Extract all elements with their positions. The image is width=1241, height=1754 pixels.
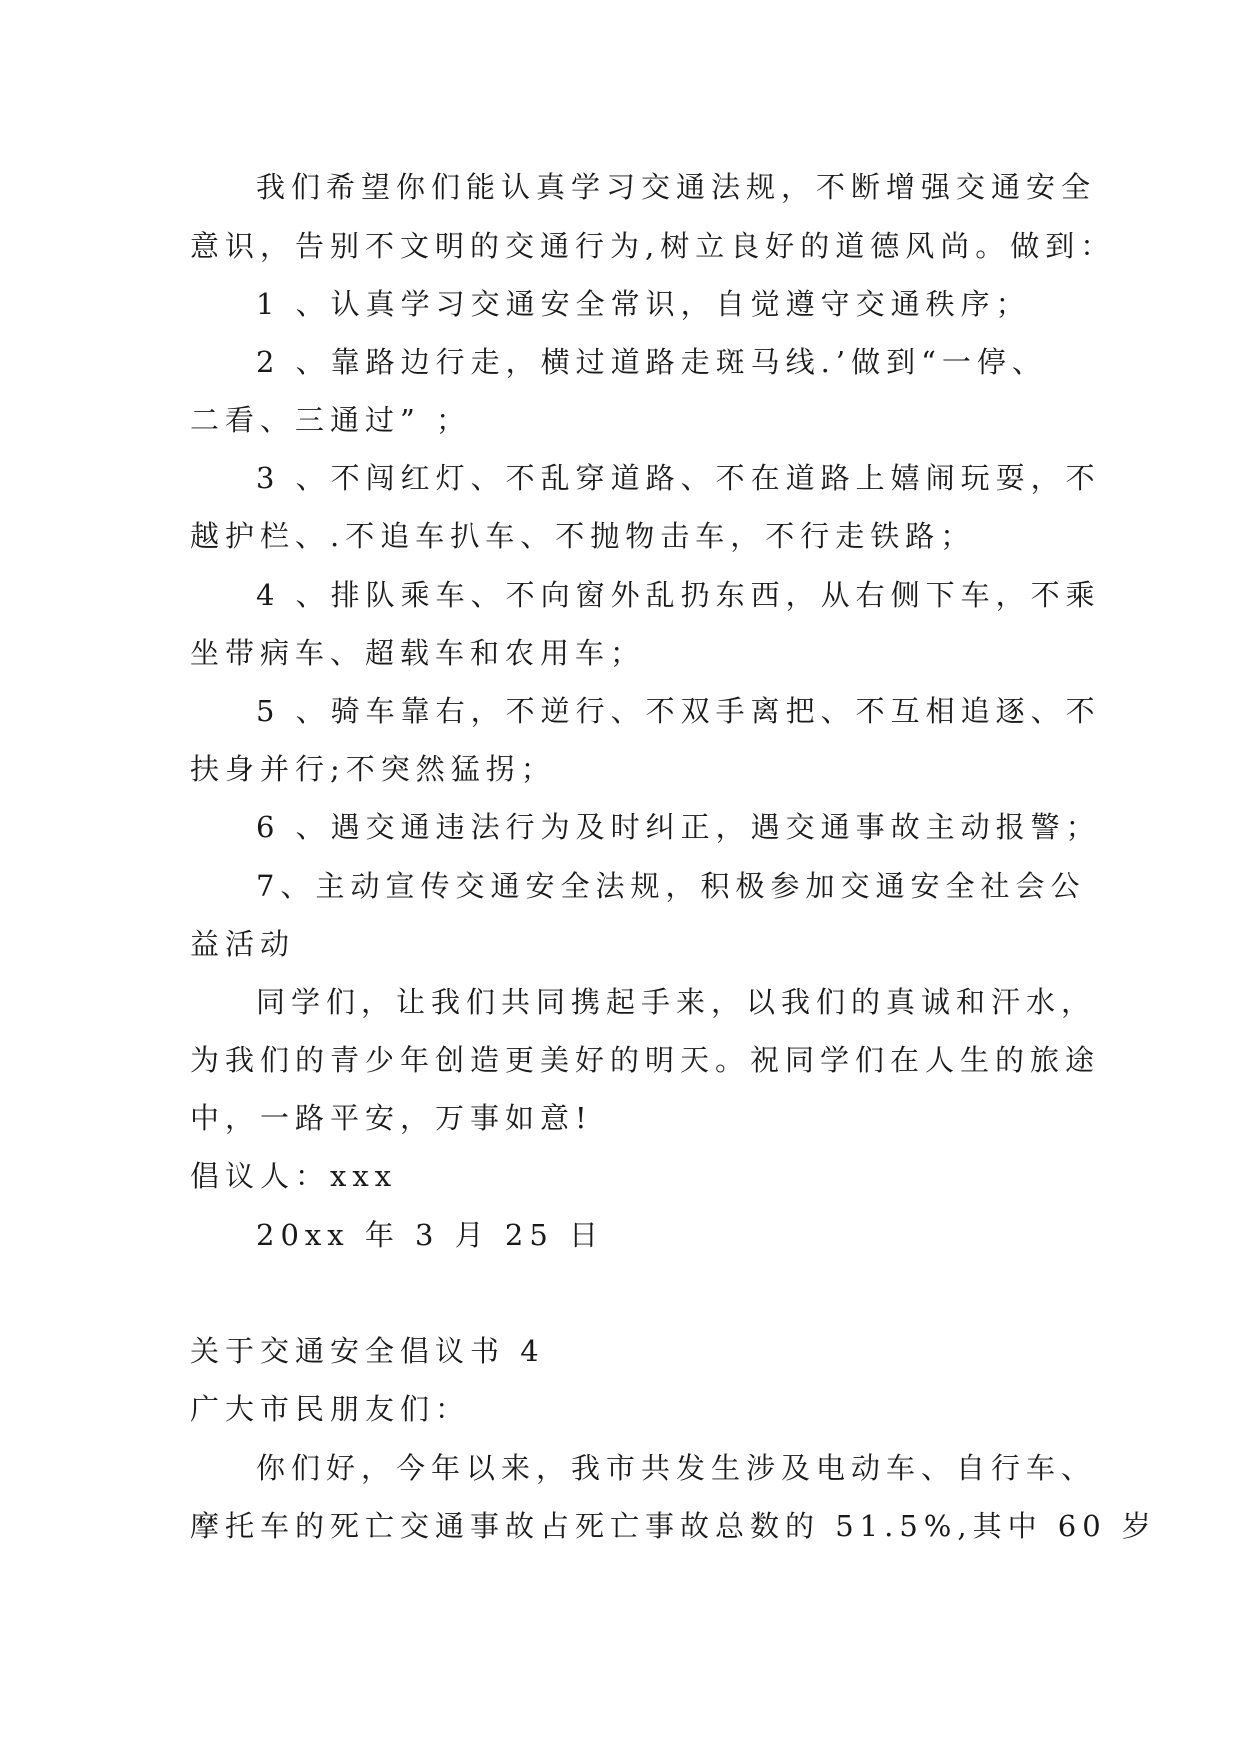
paragraph-line: 中，一路平安，万事如意! [190, 1101, 593, 1135]
list-item-2-continued: 二看、三通过” ； [190, 403, 472, 437]
list-item-1: 1 、认真学习交通安全常识，自觉遵守交通秩序； [256, 287, 1031, 321]
paragraph-line: 意识，告别不文明的交通行为,树立良好的道德风尚。做到： [190, 229, 1116, 263]
paragraph-line: 摩托车的死亡交通事故占死亡事故总数的 51.5%,其中 60 岁 [190, 1509, 1157, 1543]
list-item-2: 2 、靠路边行走，横过道路走斑马线.’做到“一停、 [256, 345, 1047, 379]
date-line: 20xx 年 3 月 25 日 [256, 1218, 605, 1252]
list-item-5-continued: 扶身并行;不突然猛拐； [190, 752, 556, 786]
paragraph-line: 你们好，今年以来，我市共发生涉及电动车、自行车、 [256, 1451, 1097, 1485]
paragraph-line: 同学们，让我们共同携起手来，以我们的真诚和汗水， [256, 985, 1097, 1019]
initiator-line: 倡议人：xxx [190, 1159, 398, 1193]
salutation: 广大市民朋友们： [190, 1392, 471, 1426]
paragraph-line: 我们希望你们能认真学习交通法规，不断增强交通安全 [256, 170, 1097, 204]
list-item-4: 4 、排队乘车、不向窗外乱扔东西，从右侧下车，不乘 [256, 578, 1101, 612]
paragraph-line: 为我们的青少年创造更美好的明天。祝同学们在人生的旅途 [190, 1043, 1101, 1077]
list-item-3-continued: 越护栏、.不追车扒车、不抛物击车，不行走铁路； [190, 519, 976, 553]
list-item-7-continued: 益活动 [190, 927, 296, 961]
list-item-4-continued: 坐带病车、超载车和农用车； [190, 636, 646, 670]
list-item-5: 5 、骑车靠右，不逆行、不双手离把、不互相追逐、不 [256, 694, 1101, 728]
section-title: 关于交通安全倡议书 4 [190, 1334, 545, 1368]
list-item-7: 7、主动宣传交通安全法规，积极参加交通安全社会公 [256, 869, 1086, 903]
list-item-3: 3 、不闯红灯、不乱穿道路、不在道路上嬉闹玩耍，不 [256, 461, 1101, 495]
list-item-6: 6 、遇交通违法行为及时纠正，遇交通事故主动报警； [256, 810, 1101, 844]
